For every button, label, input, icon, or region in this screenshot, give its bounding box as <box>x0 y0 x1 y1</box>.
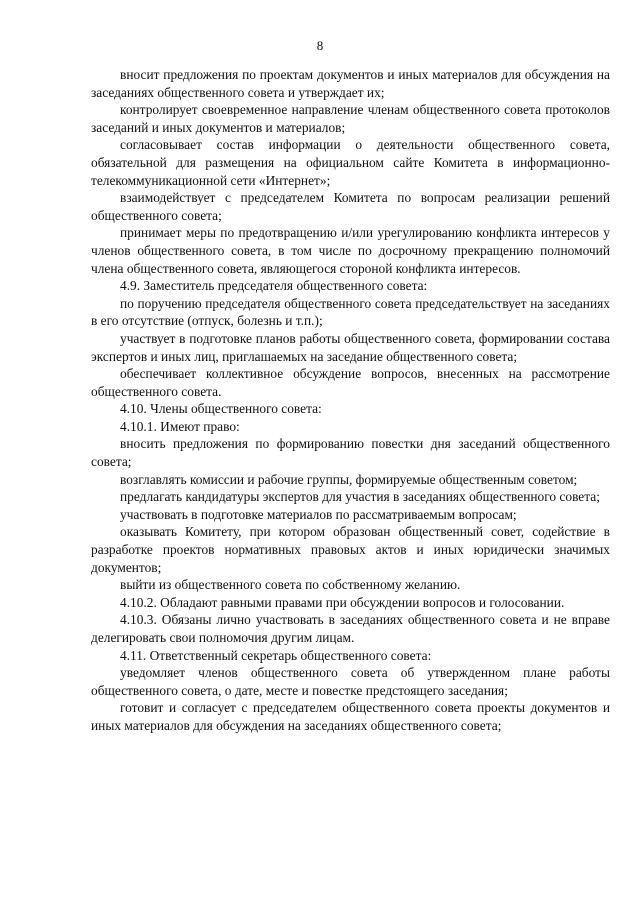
paragraph: вносит предложения по проектам документов и иных материалов для обсуждения на заседаниях общественного совета и утверждает их; <box>91 67 610 100</box>
document-body <box>91 66 610 735</box>
paragraph: возглавлять комиссии и рабочие группы, формируемые общественным советом; <box>120 471 578 487</box>
paragraph: 4.10.2. Обладают равными правами при обсуждении вопросов и голосовании. <box>120 594 565 610</box>
paragraph: вносить предложения по формированию повестки дня заседаний общественного совета; <box>91 436 610 470</box>
section-heading: 4.10. Члены общественного совета: <box>120 401 322 417</box>
paragraph: контролирует своевременное направление членам общественного совета протоколов заседаний и иных документов и материалов; <box>91 102 610 135</box>
paragraph: оказывать Комитету, при котором образован общественный совет, содействие в разработке проектов нормативных правовых актов и иных юридически значимых документов; <box>91 524 610 575</box>
paragraph: участвовать в подготовке материалов по рассматриваемым вопросам; <box>120 506 517 522</box>
paragraph: уведомляет членов общественного совета об утвержденном плане работы общественного совета, о дате, месте и повестке предстоящего заседания; <box>91 665 610 698</box>
subsection-heading: 4.10.1. Имеют право: <box>120 418 240 434</box>
section-heading: 4.9. Заместитель председателя общественного совета: <box>120 278 428 294</box>
paragraph: выйти из общественного совета по собственному желанию. <box>120 577 461 593</box>
section-heading: 4.11. Ответственный секретарь общественного совета: <box>120 647 432 663</box>
paragraph: 4.10.3. Обязаны лично участвовать в заседаниях общественного совета и не вправе делегировать свои полномочия другим лицам. <box>91 612 610 645</box>
paragraph: по поручению председателя общественного совета председательствует на заседаниях в его отсутствие (отпуск, болезнь и т.п.); <box>91 295 610 329</box>
paragraph: участвует в подготовке планов работы общественного совета, формировании состава экспертов и иных лиц, приглашаемых на заседание общественного совета; <box>91 330 610 364</box>
paragraph: согласовывает состав информации о деятельности общественного совета, обязательной для размещения на официальном сайте Комитета в информационно-телекоммуникационной сети «Интернет»; <box>91 137 610 188</box>
paragraph: готовит и согласует с председателем общественного совета проекты документов и иных материалов для обсуждения на заседаниях общественного совета; <box>91 700 610 733</box>
page-number: 8 <box>316 38 324 53</box>
paragraph: предлагать кандидатуры экспертов для участия в заседаниях общественного совета; <box>120 489 600 505</box>
paragraph: принимает меры по предотвращению и/или урегулированию конфликта интересов у членов общественного совета, в том числе по досрочному прекращению полномочий члена общественного совета, являющегося стороной конфликта интересов. <box>91 225 610 276</box>
paragraph: обеспечивает коллективное обсуждение вопросов, внесенных на рассмотрение общественного совета. <box>91 366 610 399</box>
paragraph: взаимодействует с председателем Комитета по вопросам реализации решений общественного совета; <box>91 190 610 223</box>
